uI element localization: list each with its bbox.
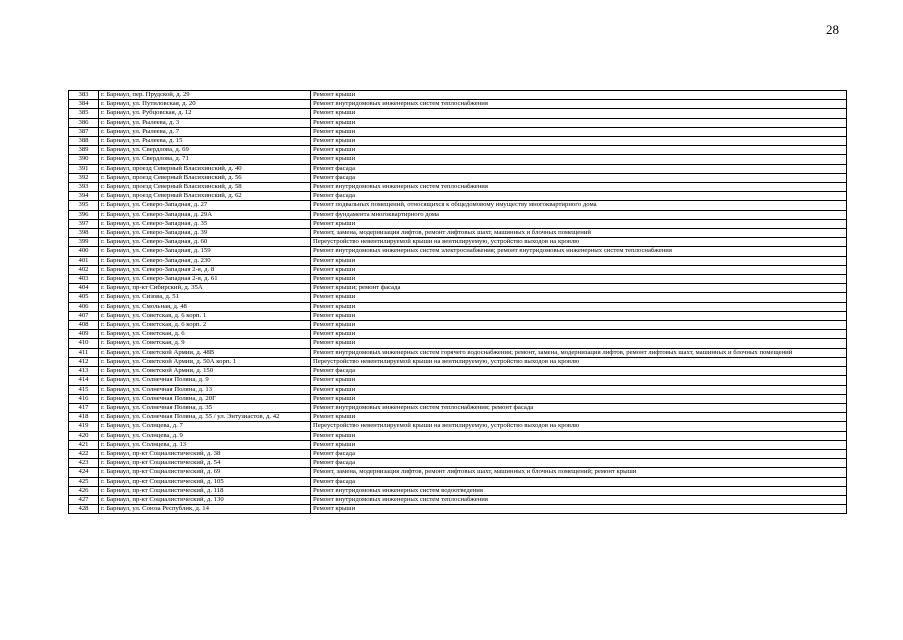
row-address: г. Барнаул, ул. Солнечная Поляна, д. 9 bbox=[99, 376, 311, 385]
row-address: г. Барнаул, пр-кт Социалистический, д. 54 bbox=[99, 459, 311, 468]
table-row bbox=[69, 146, 847, 155]
row-address: г. Барнаул, пр-кт Социалистический, д. 105 bbox=[99, 477, 311, 486]
row-work-type: Ремонт фасада bbox=[311, 367, 847, 376]
row-address: г. Барнаул, ул. Рубцовская, д. 12 bbox=[99, 109, 311, 118]
row-number: 403 bbox=[69, 275, 99, 284]
row-address: г. Барнаул, проезд Северный Власихинский, д. 62 bbox=[99, 192, 311, 201]
row-number: 421 bbox=[69, 440, 99, 449]
row-number: 397 bbox=[69, 219, 99, 228]
row-work-type: Ремонт крыши bbox=[311, 376, 847, 385]
row-work-type: Ремонт крыши bbox=[311, 155, 847, 164]
row-address: г. Барнаул, ул. Советской Армии, д. 50А корп. 1 bbox=[99, 357, 311, 366]
row-address: г. Барнаул, пр-кт Социалистический, д. 118 bbox=[99, 486, 311, 495]
row-number: 425 bbox=[69, 477, 99, 486]
table-row bbox=[69, 229, 847, 238]
row-work-type: Ремонт крыши bbox=[311, 275, 847, 284]
row-number: 393 bbox=[69, 183, 99, 192]
table-row bbox=[69, 109, 847, 118]
row-number: 401 bbox=[69, 256, 99, 265]
row-address: г. Барнаул, ул. Северо-Западная, д. 27 bbox=[99, 201, 311, 210]
row-address: г. Барнаул, ул. Советская, д. 6 корп. 1 bbox=[99, 311, 311, 320]
row-work-type: Ремонт крыши bbox=[311, 137, 847, 146]
row-number: 385 bbox=[69, 109, 99, 118]
row-number: 412 bbox=[69, 357, 99, 366]
row-work-type: Ремонт внутридомовых инженерных систем теплоснабжения bbox=[311, 100, 847, 109]
row-address: г. Барнаул, пр-кт Социалистический, д. 69 bbox=[99, 468, 311, 477]
row-address: г. Барнаул, ул. Северо-Западная 2-я, д. 8 bbox=[99, 265, 311, 274]
row-work-type: Ремонт подвальных помещений, относящихся к общедомовому имуществу многоквартирного дома bbox=[311, 201, 847, 210]
table-row bbox=[69, 219, 847, 228]
row-address: г. Барнаул, ул. Солнечная Поляна, д. 35 bbox=[99, 403, 311, 412]
table-row bbox=[69, 449, 847, 458]
row-number: 424 bbox=[69, 468, 99, 477]
row-number: 417 bbox=[69, 403, 99, 412]
row-work-type: Ремонт внутридомовых инженерных систем горячего водоснабжения; ремонт, замена, модернизация лифтов, ремонт лифтовых шахт, машинных и блочных помещений bbox=[311, 348, 847, 357]
row-work-type: Ремонт крыши bbox=[311, 413, 847, 422]
row-work-type: Ремонт внутридомовых инженерных систем водоотведения bbox=[311, 486, 847, 495]
row-address: г. Барнаул, ул. Северо-Западная, д. 29А bbox=[99, 210, 311, 219]
row-work-type: Ремонт крыши bbox=[311, 505, 847, 514]
row-number: 394 bbox=[69, 192, 99, 201]
row-work-type: Ремонт внутридомовых инженерных систем теплоснабжения; ремонт фасада bbox=[311, 403, 847, 412]
row-work-type: Ремонт фасада bbox=[311, 449, 847, 458]
row-work-type: Ремонт крыши bbox=[311, 265, 847, 274]
table-row bbox=[69, 394, 847, 403]
table-row bbox=[69, 330, 847, 339]
table-row bbox=[69, 247, 847, 256]
table-row bbox=[69, 468, 847, 477]
row-address: г. Барнаул, ул. Советская, д. 6 bbox=[99, 330, 311, 339]
row-address: г. Барнаул, ул. Путиловская, д. 20 bbox=[99, 100, 311, 109]
row-address: г. Барнаул, ул. Союза Республик, д. 14 bbox=[99, 505, 311, 514]
row-address: г. Барнаул, ул. Солнцева, д. 13 bbox=[99, 440, 311, 449]
row-work-type: Ремонт внутридомовых инженерных систем электроснабжения; ремонт внутридомовых инженерных систем теплоснабжения bbox=[311, 247, 847, 256]
row-work-type: Ремонт крыши bbox=[311, 339, 847, 348]
registry-table bbox=[68, 90, 847, 514]
row-address: г. Барнаул, ул. Рылеева, д. 3 bbox=[99, 118, 311, 127]
row-address: г. Барнаул, пер. Прудской, д. 29 bbox=[99, 91, 311, 100]
row-number: 418 bbox=[69, 413, 99, 422]
row-number: 423 bbox=[69, 459, 99, 468]
table-row bbox=[69, 173, 847, 182]
row-work-type: Ремонт крыши bbox=[311, 293, 847, 302]
row-number: 419 bbox=[69, 422, 99, 431]
table-row bbox=[69, 505, 847, 514]
table-row bbox=[69, 321, 847, 330]
table-row bbox=[69, 238, 847, 247]
table-row bbox=[69, 91, 847, 100]
row-work-type: Ремонт крыши bbox=[311, 109, 847, 118]
table-row bbox=[69, 302, 847, 311]
row-address: г. Барнаул, ул. Свердлова, д. 71 bbox=[99, 155, 311, 164]
row-number: 387 bbox=[69, 127, 99, 136]
table-row bbox=[69, 376, 847, 385]
table-row bbox=[69, 284, 847, 293]
row-address: г. Барнаул, ул. Свердлова, д. 69 bbox=[99, 146, 311, 155]
row-number: 426 bbox=[69, 486, 99, 495]
row-work-type: Ремонт крыши bbox=[311, 302, 847, 311]
row-work-type: Переустройство невентилируемой крыши на вентилируемую, устройство выходов на кровлю bbox=[311, 422, 847, 431]
table-row bbox=[69, 210, 847, 219]
row-address: г. Барнаул, ул. Советская, д. 9 bbox=[99, 339, 311, 348]
table-row bbox=[69, 183, 847, 192]
row-address: г. Барнаул, проезд Северный Власихинский, д. 58 bbox=[99, 183, 311, 192]
table-row bbox=[69, 293, 847, 302]
row-work-type: Ремонт крыши bbox=[311, 219, 847, 228]
row-work-type: Ремонт фундамента многоквартирного дома bbox=[311, 210, 847, 219]
row-number: 386 bbox=[69, 118, 99, 127]
table-row bbox=[69, 403, 847, 412]
table-row bbox=[69, 477, 847, 486]
table-row bbox=[69, 256, 847, 265]
row-address: г. Барнаул, ул. Солнечная Поляна, д. 13 bbox=[99, 385, 311, 394]
table-row bbox=[69, 459, 847, 468]
row-number: 395 bbox=[69, 201, 99, 210]
row-work-type: Ремонт фасада bbox=[311, 164, 847, 173]
row-number: 404 bbox=[69, 284, 99, 293]
table-row bbox=[69, 265, 847, 274]
row-work-type: Ремонт крыши bbox=[311, 256, 847, 265]
table-row bbox=[69, 155, 847, 164]
row-work-type: Ремонт крыши bbox=[311, 385, 847, 394]
row-number: 416 bbox=[69, 394, 99, 403]
row-address: г. Барнаул, пр-кт Сибирский, д. 35А bbox=[99, 284, 311, 293]
row-address: г. Барнаул, ул. Солнцева, д. 7 bbox=[99, 422, 311, 431]
table-row bbox=[69, 495, 847, 504]
page-number: 28 bbox=[826, 22, 839, 37]
row-work-type: Ремонт внутридомовых инженерных систем теплоснабжения bbox=[311, 183, 847, 192]
row-number: 409 bbox=[69, 330, 99, 339]
row-number: 402 bbox=[69, 265, 99, 274]
row-number: 410 bbox=[69, 339, 99, 348]
row-number: 422 bbox=[69, 449, 99, 458]
registry-body bbox=[69, 91, 847, 514]
row-address: г. Барнаул, проезд Северный Власихинский, д. 56 bbox=[99, 173, 311, 182]
table-row bbox=[69, 275, 847, 284]
row-work-type: Ремонт крыши bbox=[311, 330, 847, 339]
row-work-type: Ремонт крыши bbox=[311, 118, 847, 127]
row-number: 414 bbox=[69, 376, 99, 385]
table-row bbox=[69, 192, 847, 201]
row-number: 420 bbox=[69, 431, 99, 440]
table-row bbox=[69, 127, 847, 136]
table-row bbox=[69, 431, 847, 440]
row-address: г. Барнаул, ул. Солнечная Поляна, д. 55 / ул. Энтузиастов, д. 42 bbox=[99, 413, 311, 422]
row-work-type: Ремонт фасада bbox=[311, 459, 847, 468]
row-address: г. Барнаул, ул. Северо-Западная, д. 60 bbox=[99, 238, 311, 247]
table-row bbox=[69, 367, 847, 376]
row-number: 391 bbox=[69, 164, 99, 173]
table-row bbox=[69, 164, 847, 173]
row-work-type: Ремонт крыши; ремонт фасада bbox=[311, 284, 847, 293]
row-number: 400 bbox=[69, 247, 99, 256]
row-address: г. Барнаул, ул. Советская, д. 6 корп. 2 bbox=[99, 321, 311, 330]
table-row bbox=[69, 413, 847, 422]
row-number: 408 bbox=[69, 321, 99, 330]
row-number: 383 bbox=[69, 91, 99, 100]
row-work-type: Ремонт, замена, модернизация лифтов, ремонт лифтовых шахт, машинных и блочных помещений; ремонт крыши bbox=[311, 468, 847, 477]
row-address: г. Барнаул, ул. Советской Армии, д. 48В bbox=[99, 348, 311, 357]
table-row bbox=[69, 440, 847, 449]
table-row bbox=[69, 385, 847, 394]
row-number: 392 bbox=[69, 173, 99, 182]
row-work-type: Ремонт крыши bbox=[311, 440, 847, 449]
row-work-type: Ремонт фасада bbox=[311, 192, 847, 201]
table-row bbox=[69, 118, 847, 127]
row-work-type: Ремонт крыши bbox=[311, 394, 847, 403]
row-work-type: Ремонт крыши bbox=[311, 127, 847, 136]
row-address: г. Барнаул, ул. Северо-Западная, д. 35 bbox=[99, 219, 311, 228]
row-work-type: Переустройство невентилируемой крыши на вентилируемую, устройство выходов на кровлю bbox=[311, 357, 847, 366]
row-work-type: Ремонт, замена, модернизация лифтов, ремонт лифтовых шахт, машинных и блочных помещений bbox=[311, 229, 847, 238]
row-number: 413 bbox=[69, 367, 99, 376]
table-row bbox=[69, 348, 847, 357]
row-number: 411 bbox=[69, 348, 99, 357]
row-work-type: Ремонт крыши bbox=[311, 321, 847, 330]
table-row bbox=[69, 357, 847, 366]
row-number: 396 bbox=[69, 210, 99, 219]
row-work-type: Переустройство невентилируемой крыши на вентилируемую, устройство выходов на кровлю bbox=[311, 238, 847, 247]
row-number: 399 bbox=[69, 238, 99, 247]
row-number: 406 bbox=[69, 302, 99, 311]
row-address: г. Барнаул, ул. Солнечная Поляна, д. 20Г bbox=[99, 394, 311, 403]
row-work-type: Ремонт внутридомовых инженерных систем теплоснабжения bbox=[311, 495, 847, 504]
row-address: г. Барнаул, ул. Северо-Западная, д. 230 bbox=[99, 256, 311, 265]
row-number: 388 bbox=[69, 137, 99, 146]
table-row bbox=[69, 201, 847, 210]
table-row bbox=[69, 422, 847, 431]
table-row bbox=[69, 100, 847, 109]
row-address: г. Барнаул, ул. Смольная, д. 48 bbox=[99, 302, 311, 311]
row-address: г. Барнаул, проезд Северный Власихинский, д. 40 bbox=[99, 164, 311, 173]
row-number: 415 bbox=[69, 385, 99, 394]
table-row bbox=[69, 137, 847, 146]
row-number: 427 bbox=[69, 495, 99, 504]
row-work-type: Ремонт крыши bbox=[311, 91, 847, 100]
row-work-type: Ремонт крыши bbox=[311, 311, 847, 320]
table-row bbox=[69, 486, 847, 495]
row-number: 407 bbox=[69, 311, 99, 320]
row-address: г. Барнаул, ул. Солнцева, д. 9 bbox=[99, 431, 311, 440]
row-address: г. Барнаул, пр-кт Социалистический, д. 38 bbox=[99, 449, 311, 458]
row-address: г. Барнаул, ул. Северо-Западная, д. 39 bbox=[99, 229, 311, 238]
row-address: г. Барнаул, пр-кт Социалистический, д. 130 bbox=[99, 495, 311, 504]
row-number: 389 bbox=[69, 146, 99, 155]
table-row bbox=[69, 339, 847, 348]
row-address: г. Барнаул, ул. Северо-Западная 2-я, д. 61 bbox=[99, 275, 311, 284]
row-number: 428 bbox=[69, 505, 99, 514]
row-number: 398 bbox=[69, 229, 99, 238]
row-work-type: Ремонт фасада bbox=[311, 173, 847, 182]
row-address: г. Барнаул, ул. Северо-Западная, д. 159 bbox=[99, 247, 311, 256]
row-number: 405 bbox=[69, 293, 99, 302]
row-address: г. Барнаул, ул. Рылеева, д. 15 bbox=[99, 137, 311, 146]
row-number: 384 bbox=[69, 100, 99, 109]
table-row bbox=[69, 311, 847, 320]
row-work-type: Ремонт крыши bbox=[311, 146, 847, 155]
row-address: г. Барнаул, ул. Рылеева, д. 7 bbox=[99, 127, 311, 136]
row-address: г. Барнаул, ул. Советской Армии, д. 150 bbox=[99, 367, 311, 376]
row-number: 390 bbox=[69, 155, 99, 164]
row-work-type: Ремонт фасада bbox=[311, 477, 847, 486]
row-work-type: Ремонт крыши bbox=[311, 431, 847, 440]
row-address: г. Барнаул, ул. Сизова, д. 51 bbox=[99, 293, 311, 302]
